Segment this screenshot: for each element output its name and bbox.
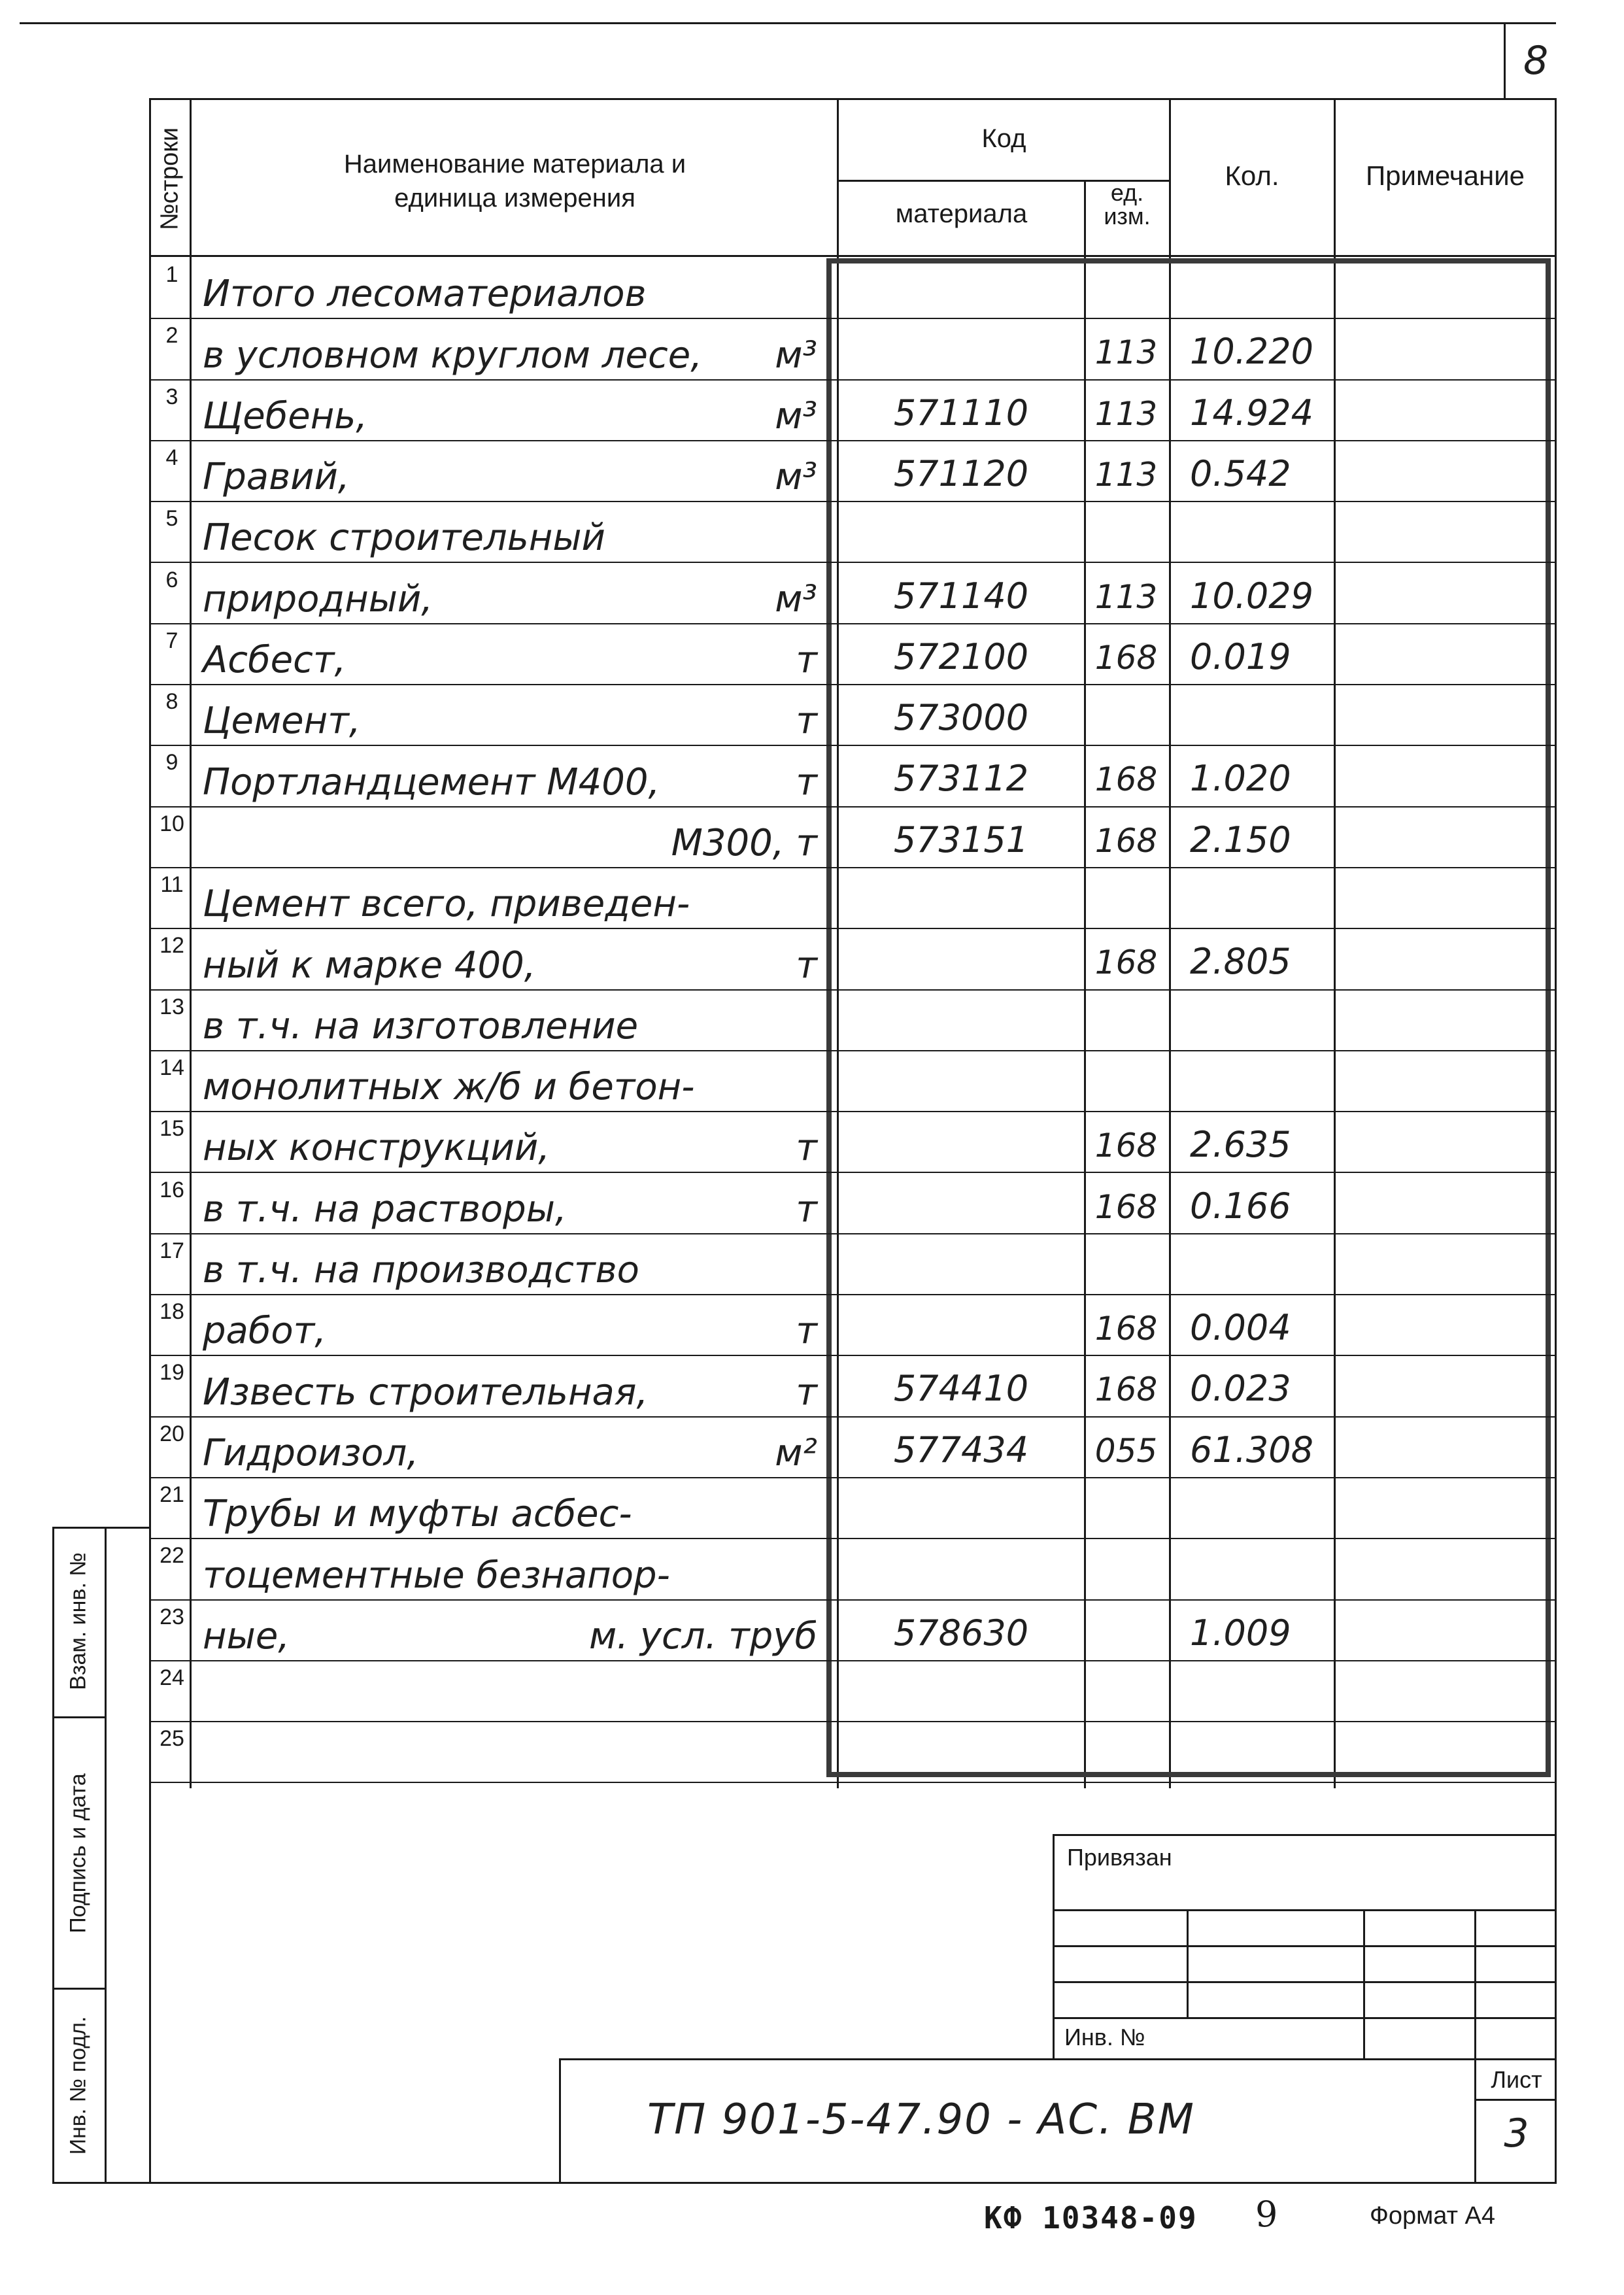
header-row-no: №строки: [156, 127, 184, 231]
material-name-cell: [203, 1112, 817, 1169]
material-name: Цемент,: [203, 700, 361, 743]
material-name-cell: [203, 1722, 817, 1779]
quantity: 2.805: [1190, 941, 1291, 983]
doc-code: ТП 901-5-47.90 - АС. ВМ: [647, 2096, 1195, 2144]
material-code: 572100: [893, 636, 1029, 677]
row-number: 10: [160, 811, 184, 836]
table-row: [0, 1174, 1624, 1234]
table-row: [0, 1112, 1624, 1173]
material-name: Гидроизол,: [203, 1431, 419, 1474]
material-name: в условном круглом лесе,: [203, 333, 703, 377]
table-row: [0, 258, 1624, 319]
row-number: 6: [165, 567, 178, 592]
row-number: 2: [165, 323, 178, 348]
material-name: работ,: [203, 1310, 327, 1353]
unit-code: 113: [1094, 333, 1158, 372]
side-label-inv-podl: Инв. № подл.: [65, 2016, 91, 2155]
material-name-cell: [203, 1051, 817, 1108]
material-name: Известь строительная,: [203, 1370, 649, 1414]
unit-code: 168: [1094, 1310, 1158, 1348]
quantity: 1.009: [1190, 1612, 1291, 1654]
material-unit-label: т: [796, 1370, 817, 1414]
stamp-line-c: [1053, 1981, 1556, 1983]
material-unit-label: т: [796, 944, 817, 987]
unit-code: 113: [1094, 577, 1158, 616]
header-note: Примечание: [1365, 160, 1525, 191]
material-name: природный,: [203, 577, 433, 620]
material-unit-label: т: [796, 760, 817, 804]
header-bottom-line: [149, 255, 1555, 257]
material-code: 571140: [893, 575, 1029, 617]
unit-code: 168: [1094, 638, 1158, 677]
row-number: 16: [160, 1177, 184, 1202]
header-qty: Кол.: [1225, 160, 1279, 191]
header-code-unit: ед. изм.: [1104, 179, 1151, 230]
material-unit-label: т: [796, 1187, 817, 1231]
quantity: 0.004: [1190, 1307, 1291, 1349]
material-unit-label: М300, т: [671, 821, 817, 864]
material-name: Портландцемент М400,: [203, 760, 660, 804]
side-line-2: [52, 1716, 106, 1718]
row-number: 13: [160, 994, 184, 1019]
frame-top-line: [149, 98, 1555, 100]
material-name: ных конструкций,: [203, 1127, 550, 1170]
material-name: Трубы и муфты асбес-: [203, 1493, 632, 1536]
sheet-corner-number: 8: [1523, 38, 1549, 84]
row-number: 17: [160, 1238, 184, 1263]
material-name-cell: [203, 1478, 817, 1535]
material-name: Асбест,: [203, 639, 347, 682]
material-name-cell: [203, 502, 817, 559]
table-row: [0, 685, 1624, 746]
material-unit-label: м³: [775, 456, 817, 499]
material-name-cell: [203, 319, 817, 376]
order-number: КФ 10348-09: [984, 2200, 1198, 2236]
list-number: 3: [1504, 2111, 1529, 2156]
stamp-col-1: [1187, 1909, 1189, 2017]
stamp-top-line: [1053, 1834, 1556, 1836]
material-name: в т.ч. на производство: [203, 1249, 639, 1292]
material-name: ный к марке 400,: [203, 944, 536, 987]
unit-code: 055: [1094, 1431, 1158, 1470]
side-col-line-mid: [105, 1527, 107, 2184]
row-number: 24: [160, 1665, 184, 1690]
page-number: 9: [1255, 2194, 1278, 2235]
row-number: 11: [160, 872, 184, 897]
material-unit-label: м²: [775, 1431, 817, 1474]
material-name: Щебень,: [203, 394, 368, 437]
quantity: 14.924: [1190, 392, 1313, 434]
material-name-cell: [203, 1661, 817, 1718]
row-number: 18: [160, 1299, 184, 1325]
quantity: 0.166: [1190, 1185, 1291, 1227]
material-name: Цемент всего, приведен-: [203, 883, 690, 926]
row-number: 12: [160, 933, 184, 959]
row-number: 8: [165, 689, 178, 715]
material-code: 574410: [893, 1368, 1029, 1410]
material-code: 577434: [893, 1429, 1029, 1470]
header-name: Наименование материала и единица измерения: [343, 150, 686, 212]
material-name-cell: [203, 808, 817, 864]
material-name-cell: [203, 1234, 817, 1291]
material-name-cell: [203, 746, 817, 803]
material-name: Итого лесоматериалов: [203, 273, 647, 316]
material-name: ные,: [203, 1614, 290, 1658]
material-unit-label: м. усл. труб: [588, 1614, 817, 1658]
material-name-cell: [203, 441, 817, 498]
table-row: [0, 1356, 1624, 1417]
material-code: 573151: [893, 819, 1029, 860]
unit-code: 168: [1094, 1370, 1158, 1409]
material-name: монолитных ж/б и бетон-: [203, 1066, 695, 1109]
material-unit-label: м³: [775, 333, 817, 377]
doc-block-top-line: [559, 2058, 1556, 2060]
material-name: в т.ч. на растворы,: [203, 1187, 567, 1231]
material-unit-label: т: [796, 1127, 817, 1170]
row-number: 25: [160, 1726, 184, 1752]
table-row: [0, 1661, 1624, 1722]
frame-bottom-line: [52, 2182, 1556, 2184]
side-col-line-left: [52, 1527, 54, 2184]
table-row: [0, 624, 1624, 685]
quantity: 0.542: [1190, 452, 1291, 494]
table-row: [0, 1601, 1624, 1661]
material-name: в т.ч. на изготовление: [203, 1004, 639, 1047]
unit-code: 168: [1094, 821, 1158, 860]
material-name-cell: [203, 381, 817, 437]
table-row: [0, 1539, 1624, 1600]
material-unit-label: т: [796, 700, 817, 743]
header-code-group: Код: [981, 124, 1026, 153]
unit-code: 168: [1094, 1187, 1158, 1226]
unit-code: 168: [1094, 1127, 1158, 1165]
unit-code: 113: [1094, 455, 1158, 494]
table-row: [0, 381, 1624, 441]
stamp-line-a: [1053, 1909, 1556, 1911]
row-number: 15: [160, 1116, 184, 1142]
material-name-cell: [203, 1418, 817, 1474]
row-number: 1: [165, 262, 178, 287]
material-unit-label: т: [796, 639, 817, 682]
unit-code: 113: [1094, 394, 1158, 433]
quantity: 0.023: [1190, 1368, 1291, 1410]
quantity: 10.029: [1190, 575, 1313, 617]
material-name-cell: [203, 564, 817, 620]
material-name: тоцементные безнапор-: [203, 1554, 670, 1597]
stamp-col-3: [1474, 1909, 1476, 2184]
corner-box-line: [1504, 22, 1506, 99]
row-divider: [149, 1782, 1555, 1783]
row-number: 21: [160, 1482, 184, 1507]
material-name-cell: [203, 991, 817, 1047]
row-number: 9: [165, 750, 178, 775]
row-number: 4: [165, 445, 178, 470]
table-row: [0, 441, 1624, 502]
material-code: 573112: [893, 758, 1029, 800]
row-number: 22: [160, 1543, 184, 1569]
row-number: 23: [160, 1604, 184, 1629]
row-number: 14: [160, 1055, 184, 1080]
row-number: 7: [165, 628, 178, 653]
doc-block-left-line: [559, 2058, 561, 2183]
quantity: 10.220: [1190, 331, 1313, 373]
stamp-privyazan: Привязан: [1067, 1844, 1172, 1871]
row-number: 5: [165, 506, 178, 532]
material-name-cell: [203, 1539, 817, 1596]
side-label-vzam: Взам. инв. №: [65, 1552, 91, 1690]
material-name: Гравий,: [203, 456, 350, 499]
row-number: 19: [160, 1360, 184, 1386]
quantity: 2.635: [1190, 1124, 1291, 1166]
row-number: 20: [160, 1421, 184, 1446]
table-row: [0, 1234, 1624, 1295]
material-name: Песок строительный: [203, 517, 605, 560]
stamp-line-d: [1053, 2017, 1556, 2019]
quantity: 1.020: [1190, 758, 1291, 800]
material-unit-label: м³: [775, 394, 817, 437]
material-name-cell: [203, 685, 817, 742]
material-unit-label: м³: [775, 577, 817, 620]
table-row: [0, 564, 1624, 624]
quantity: 0.019: [1190, 636, 1291, 677]
quantity: 2.150: [1190, 819, 1291, 860]
material-name-cell: [203, 1356, 817, 1413]
table-row: [0, 1295, 1624, 1356]
header-code-material: материала: [895, 199, 1028, 228]
material-code: 571120: [893, 452, 1029, 494]
table-row: [0, 868, 1624, 929]
material-name-cell: [203, 624, 817, 681]
list-label-line: [1474, 2099, 1556, 2101]
row-number: 3: [165, 384, 178, 409]
material-name-cell: [203, 258, 817, 315]
material-name-cell: [203, 1295, 817, 1352]
format-label: Формат А4: [1370, 2202, 1496, 2230]
unit-code: 168: [1094, 944, 1158, 982]
table-row: [0, 929, 1624, 990]
table-row: [0, 1051, 1624, 1112]
table-row: [0, 1722, 1624, 1783]
table-row: [0, 502, 1624, 563]
table-row: [0, 319, 1624, 380]
material-code: 578630: [893, 1612, 1029, 1654]
table-row: [0, 746, 1624, 807]
top-border-line: [20, 22, 1556, 24]
stamp-line-b: [1053, 1945, 1556, 1947]
material-unit-label: т: [796, 1310, 817, 1353]
stamp-col-2: [1363, 1909, 1365, 2060]
table-row: [0, 991, 1624, 1051]
material-code: 571110: [893, 392, 1029, 434]
material-name-cell: [203, 868, 817, 925]
table-row: [0, 1478, 1624, 1539]
unit-code: 168: [1094, 760, 1158, 799]
quantity: 61.308: [1190, 1429, 1313, 1470]
material-code: 573000: [893, 697, 1029, 739]
material-name-cell: [203, 1174, 817, 1231]
stamp-inv-no: Инв. №: [1064, 2024, 1145, 2050]
table-row: [0, 1418, 1624, 1478]
side-label-podpis: Подпись и дата: [65, 1773, 91, 1933]
side-line-1: [52, 1527, 150, 1529]
list-label: Лист: [1491, 2066, 1542, 2093]
material-name-cell: [203, 929, 817, 986]
table-row: [0, 808, 1624, 868]
material-name-cell: [203, 1601, 817, 1658]
